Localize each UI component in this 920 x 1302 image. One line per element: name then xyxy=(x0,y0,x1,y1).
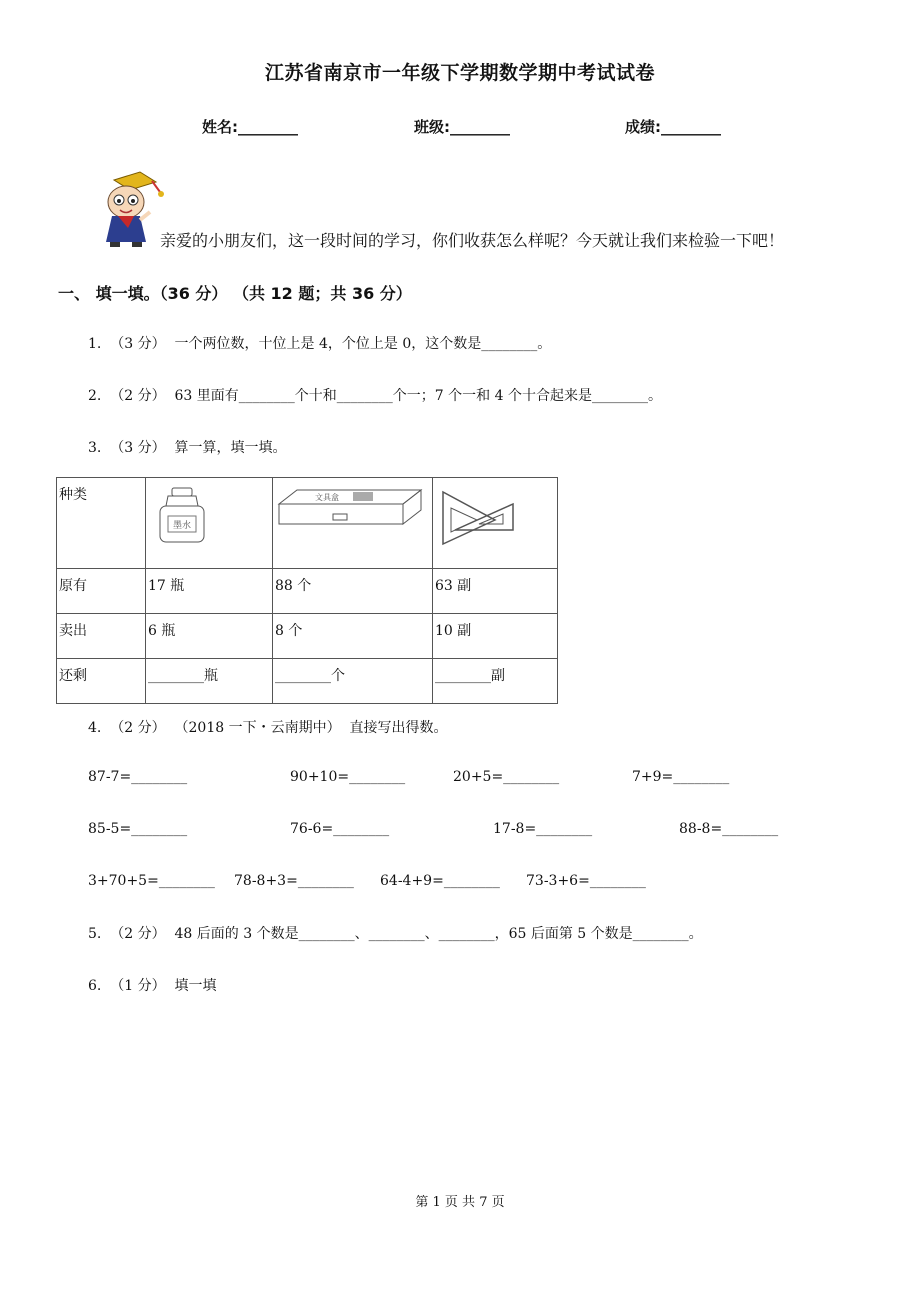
question-3: 3. （3 分） 算一算，填一填。 xyxy=(88,440,287,456)
pencil-box-label: 文具盒 xyxy=(315,493,339,502)
cell-box-sold: 8 个 xyxy=(273,614,433,659)
cell-ink-remaining[interactable]: ________瓶 xyxy=(146,659,273,704)
cell-box-original: 88 个 xyxy=(273,569,433,614)
score-field[interactable]: 成绩:________ xyxy=(625,118,721,136)
question-4: 4. （2 分） （2018 一下・云南期中） 直接写出得数。 xyxy=(88,720,448,736)
equation[interactable]: 73-3+6=________ xyxy=(526,873,646,889)
equation[interactable]: 64-4+9=________ xyxy=(380,873,500,889)
cell-ink-sold: 6 瓶 xyxy=(146,614,273,659)
class-field[interactable]: 班级:________ xyxy=(414,118,510,136)
cell-ink-original: 17 瓶 xyxy=(146,569,273,614)
equation[interactable]: 90+10=________ xyxy=(290,769,406,785)
equation[interactable]: 7+9=________ xyxy=(632,769,730,785)
question-5: 5. （2 分） 48 后面的 3 个数是________、________、________，65 后面第 5 个数是________。 xyxy=(88,926,703,942)
pencil-box-icon xyxy=(275,484,425,534)
set-square-icon xyxy=(435,484,515,552)
name-field[interactable]: 姓名:________ xyxy=(202,118,298,136)
row-label-original: 原有 xyxy=(57,569,146,614)
question-6: 6. （1 分） 填一填 xyxy=(88,978,217,994)
page-footer: 第 1 页 共 7 页 xyxy=(415,1195,505,1210)
equation[interactable]: 87-7=________ xyxy=(88,769,188,785)
cell-square-sold: 10 副 xyxy=(433,614,558,659)
ink-label: 墨水 xyxy=(172,521,192,531)
equation[interactable]: 17-8=________ xyxy=(493,821,593,837)
cell-box-remaining[interactable]: ________个 xyxy=(273,659,433,704)
equation[interactable]: 20+5=________ xyxy=(453,769,560,785)
equation[interactable]: 85-5=________ xyxy=(88,821,188,837)
question-2: 2. （2 分） 63 里面有________个十和________个一；7 个一和 4 个十合起来是________。 xyxy=(88,388,662,404)
table-header-cell: 种类 xyxy=(57,478,146,569)
section-heading: 一、 填一填。（36 分） （共 12 题；共 36 分） xyxy=(58,284,412,303)
greeting-text: 亲爱的小朋友们，这一段时间的学习，你们收获怎么样呢？今天就让我们来检验一下吧！ xyxy=(160,231,785,250)
equation[interactable]: 76-6=________ xyxy=(290,821,390,837)
cell-square-original: 63 副 xyxy=(433,569,558,614)
equation[interactable]: 88-8=________ xyxy=(679,821,779,837)
page-title: 江苏省南京市一年级下学期数学期中考试试卷 xyxy=(264,62,655,84)
row-label-remaining: 还剩 xyxy=(57,659,146,704)
equation[interactable]: 78-8+3=________ xyxy=(234,873,354,889)
cell-square-remaining[interactable]: ________副 xyxy=(433,659,558,704)
mascot-icon xyxy=(94,170,166,248)
ink-bottle-icon xyxy=(148,484,218,556)
equation[interactable]: 3+70+5=________ xyxy=(88,873,215,889)
stationery-table xyxy=(56,477,558,704)
question-1: 1. （3 分） 一个两位数，十位上是 4，个位上是 0，这个数是________。 xyxy=(88,336,552,352)
row-label-sold: 卖出 xyxy=(57,614,146,659)
